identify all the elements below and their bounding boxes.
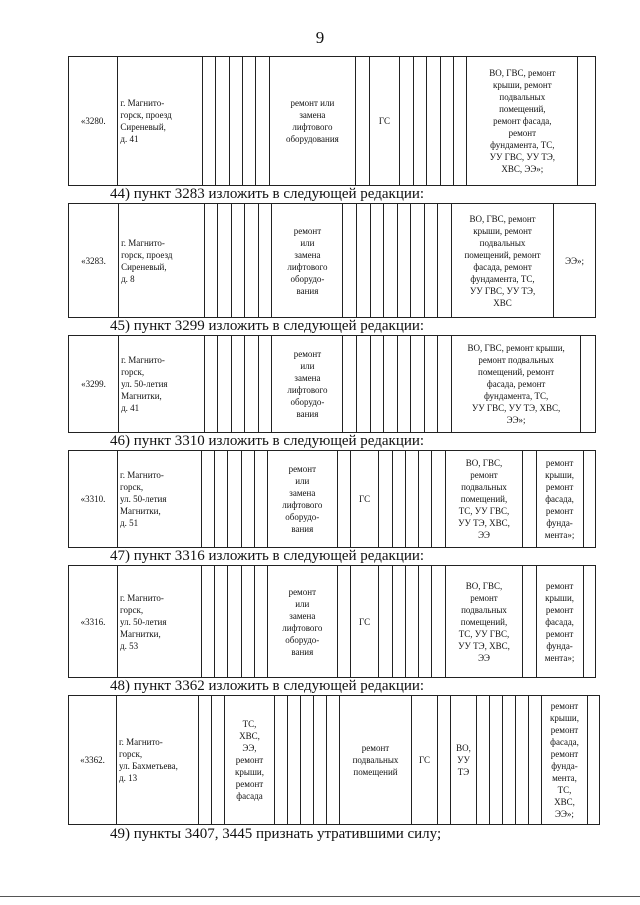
work-type-cell: ремонт подвальных помещений [340,696,412,825]
table-row-3316 [68,565,596,678]
work-type-cell: ремонт или замена лифтового оборудо- вания [268,566,337,678]
row-number: «3362. [69,696,117,825]
row-number: «3316. [69,566,118,678]
end-cell: ремонт крыши, ремонт фасада, ремонт фунда- мента»; [536,566,583,678]
table-row-3299 [68,335,596,433]
table-row-3283 [68,203,596,318]
section-heading: 47) пункт 3316 изложить в следующей редакции: [110,548,425,564]
work-list-cell: ВО, ГВС, ремонт крыши, ремонт подвальных помещений, ремонт фасада, ремонт фундамента, ТС, УУ ГВС, УУ ТЭ, ХВС, ЭЭ»; [467,57,578,186]
address-cell: г. Магнито- горск, ул. 50-летия Магнитки, д. 41 [119,336,205,433]
section-heading: 49) пункты 3407, 3445 признать утратившими силу; [110,826,442,842]
row-number: «3310. [69,451,118,548]
section-heading: 44) пункт 3283 изложить в следующей редакции: [110,186,425,202]
address-cell: г. Магнито- горск, ул. Бахметьева, д. 13 [117,696,199,825]
address-cell: г. Магнито- горск, проезд Сиреневый, д. 41 [118,57,202,186]
early-work-cell: ТС, ХВС, ЭЭ, ремонт крыши, ремонт фасада [225,696,275,825]
address-cell: г. Магнито- горск, проезд Сиреневый, д. 8 [119,204,205,318]
work-list-cell: ВО, ГВС, ремонт крыши, ремонт подвальных помещений, ремонт фасада, ремонт фундамента, ТС, УУ ГВС, УУ ТЭ, ХВС [451,204,553,318]
section-heading: 48) пункт 3362 изложить в следующей редакции: [110,678,425,694]
work-type-cell: ремонт или замена лифтового оборудования [269,57,355,186]
section-heading: 45) пункт 3299 изложить в следующей редакции: [110,318,425,334]
row-number: «3283. [69,204,119,318]
work-list-cell: ВО, ГВС, ремонт подвальных помещений, ТС, УУ ГВС, УУ ТЭ, ХВС, ЭЭ [445,566,523,678]
table-row-3362 [68,695,600,825]
source-cell: ГС [350,566,379,678]
page-number: 9 [315,28,325,47]
page-edge-divider [0,896,640,897]
end-cell: ЭЭ»; [554,204,596,318]
table-row-3310 [68,450,596,548]
address-cell: г. Магнито- горск, ул. 50-летия Магнитки, д. 53 [118,566,202,678]
source-cell: ГС [369,57,400,186]
table-row-3280 [68,56,596,186]
work-list-cell: ВО, ГВС, ремонт крыши, ремонт подвальных помещений, ремонт фасада, ремонт фундамента, ТС, УУ ГВС, УУ ТЭ, ХВС, ЭЭ»; [451,336,580,433]
source-cell: ГС [412,696,438,825]
row-number: «3280. [69,57,118,186]
work-type-cell: ремонт или замена лифтового оборудо- вания [272,336,343,433]
end-cell: ремонт крыши, ремонт фасада, ремонт фунда- мента»; [536,451,583,548]
row-number: «3299. [69,336,119,433]
work-type-cell: ремонт или замена лифтового оборудо- вания [272,204,343,318]
end-cell: ремонт крыши, ремонт фасада, ремонт фунда- мента, ТС, ХВС, ЭЭ»; [542,696,588,825]
mid-work-cell: ВО, УУ ТЭ [451,696,477,825]
address-cell: г. Магнито- горск, ул. 50-летия Магнитки, д. 51 [118,451,202,548]
work-list-cell: ВО, ГВС, ремонт подвальных помещений, ТС, УУ ГВС, УУ ТЭ, ХВС, ЭЭ [445,451,523,548]
source-cell: ГС [350,451,379,548]
work-type-cell: ремонт или замена лифтового оборудо- вания [268,451,337,548]
section-heading: 46) пункт 3310 изложить в следующей редакции: [110,433,425,449]
